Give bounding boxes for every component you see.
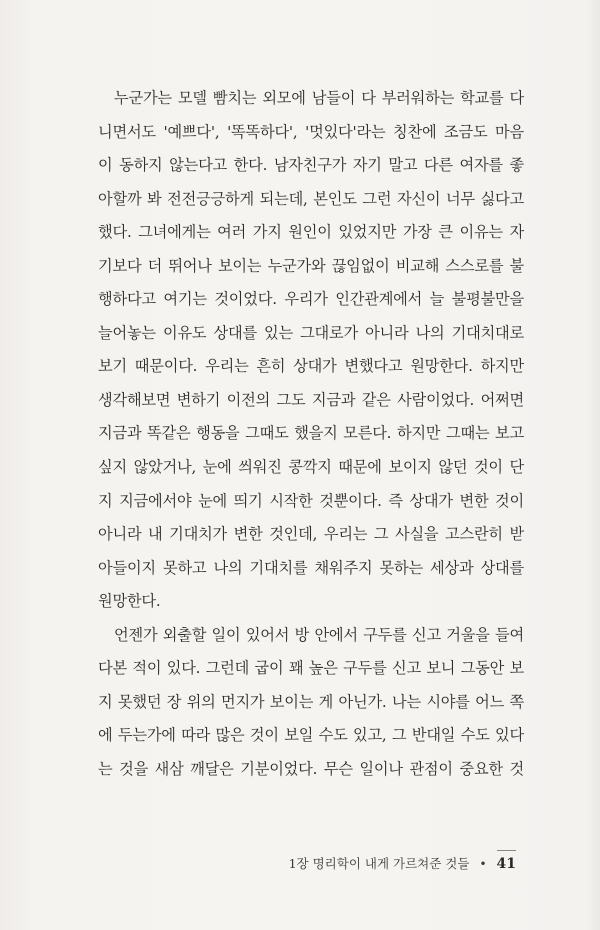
- footer-bullet: •: [479, 857, 487, 871]
- text-line: 했다. 그녀에게는 여러 가지 원인이 있었지만 가장 큰 이유는 자: [98, 223, 524, 242]
- text-line: 지 못했던 장 위의 먼지가 보이는 게 아닌가. 나는 시야를 어느 쪽: [98, 692, 524, 711]
- text-line: 행하다고 여기는 것이었다. 우리가 인간관계에서 늘 불평불만을: [98, 290, 524, 309]
- page-edge-shadow: [586, 0, 600, 930]
- text-line: 지 지금에서야 눈에 띄기 시작한 것뿐이다. 즉 상대가 변한 것이: [98, 491, 524, 510]
- page-number: 41: [496, 856, 516, 872]
- text-line: 누군가는 모델 빰치는 외모에 남들이 다 부러워하는 학교를 다: [114, 89, 524, 107]
- text-line: 니면서도 '예쁘다', '똑똑하다', '멋있다'라는 칭찬에 조금도 마음: [98, 122, 524, 141]
- text-line: 는 것을 새삼 깨달은 기분이었다. 무슨 일이나 관점이 중요한 것: [98, 759, 524, 778]
- paragraph-1: [98, 82, 524, 619]
- text-line: 보기 때문이다. 우리는 흔히 상대가 변했다고 원망한다. 하지만: [98, 357, 524, 376]
- paragraph-2: [98, 619, 524, 787]
- text-line: 기보다 더 뛰어나 보이는 누군가와 끊임없이 비교해 스스로를 불: [98, 256, 524, 275]
- chapter-title: 1장 명리학이 내게 가르쳐준 것들: [288, 856, 470, 871]
- text-line: 언젠가 외출할 일이 있어서 방 안에서 구두를 신고 거울을 들여: [114, 625, 524, 644]
- text-line: 아할까 봐 전전긍긍하게 되는데, 본인도 그런 자신이 너무 싫다고: [98, 189, 524, 208]
- text-line: 지금과 똑같은 행동을 그때도 했을지 모른다. 하지만 그때는 보고: [98, 424, 524, 443]
- text-line: 에 두는가에 따라 많은 것이 보일 수도 있고, 그 반대일 수도 있다: [98, 726, 524, 745]
- text-line: 늘어놓는 이유도 상대를 있는 그대로가 아니라 나의 기대치대로: [98, 323, 524, 342]
- running-footer: [289, 854, 516, 872]
- text-line: 다본 적이 있다. 그런데 굽이 꽤 높은 구두를 신고 보니 그동안 보: [98, 659, 524, 678]
- text-line: 싶지 않았거나, 눈에 씌워진 콩깍지 때문에 보이지 않던 것이 단: [98, 458, 524, 477]
- text-line: 원망한다.: [98, 592, 161, 611]
- body-text: [98, 82, 524, 786]
- text-line: 아들이지 못하고 나의 기대치를 채워주지 못하는 세상과 상대를: [98, 558, 524, 577]
- text-line: 이 동하지 않는다고 한다. 남자친구가 자기 말고 다른 여자를 좋: [98, 156, 524, 175]
- text-line: 아니라 내 기대치가 변한 것인데, 우리는 그 사실을 고스란히 받: [98, 525, 524, 544]
- text-line: 생각해보면 변하기 이전의 그도 지금과 같은 사람이었다. 어쩌면: [98, 390, 524, 409]
